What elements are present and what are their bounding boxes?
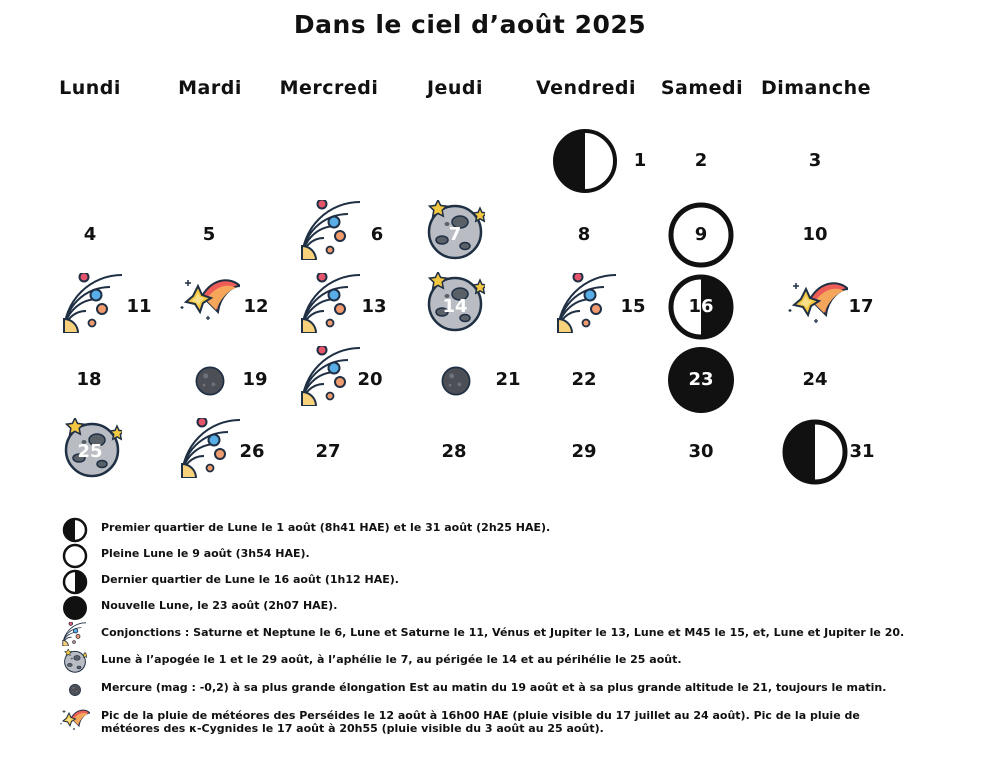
legend-full-moon xyxy=(60,542,960,568)
conjunction-icon xyxy=(300,200,360,260)
day-25: 25 xyxy=(77,441,103,462)
legend-meteors xyxy=(60,704,960,738)
page-title: Dans le ciel d’août 2025 xyxy=(293,10,647,39)
day-26: 26 xyxy=(239,441,265,462)
new-moon-icon xyxy=(60,593,90,623)
day-13: 13 xyxy=(361,296,387,317)
day-29: 29 xyxy=(571,441,597,462)
weekday-friday: Vendredi xyxy=(535,77,637,99)
mercury-icon xyxy=(193,364,227,398)
day-10: 10 xyxy=(802,224,828,245)
weekday-thursday: Jeudi xyxy=(426,77,484,99)
day-14: 14 xyxy=(442,296,468,317)
day-2: 2 xyxy=(694,150,708,171)
meteor-icon xyxy=(60,706,90,736)
weekday-saturday: Samedi xyxy=(660,77,744,99)
weekday-tuesday: Mardi xyxy=(178,77,242,99)
day-16-digit-left: 1 xyxy=(688,296,701,317)
day-16 xyxy=(679,296,723,318)
day-23: 23 xyxy=(688,369,714,390)
mercury-icon xyxy=(439,364,473,398)
day-15: 15 xyxy=(620,296,646,317)
day-11: 11 xyxy=(126,296,152,317)
conjunction-icon xyxy=(556,273,616,333)
day-5: 5 xyxy=(202,224,216,245)
legend-conjunctions xyxy=(60,621,960,647)
day-7: 7 xyxy=(448,224,462,245)
day-19: 19 xyxy=(242,369,268,390)
day-30: 30 xyxy=(688,441,714,462)
legend-full-moon-text: Pleine Lune le 9 août (3h54 HAE). xyxy=(101,547,310,560)
legend-new-moon-text: Nouvelle Lune, le 23 août (2h07 HAE). xyxy=(101,599,338,612)
day-31: 31 xyxy=(849,441,875,462)
day-21: 21 xyxy=(495,369,521,390)
moon-distance-icon xyxy=(63,649,87,673)
weekday-monday: Lundi xyxy=(59,77,121,99)
meteor-icon xyxy=(180,272,240,332)
day-4: 4 xyxy=(83,224,97,245)
day-12: 12 xyxy=(243,296,269,317)
legend-first-quarter xyxy=(60,516,960,542)
legend-mercury xyxy=(60,676,960,702)
conjunction-icon xyxy=(62,273,122,333)
day-27: 27 xyxy=(315,441,341,462)
day-17: 17 xyxy=(848,296,874,317)
conjunction-icon xyxy=(300,273,360,333)
day-6: 6 xyxy=(370,224,384,245)
legend-conjunctions-text: Conjonctions : Saturne et Neptune le 6, Lune et Saturne le 11, Vénus et Jupiter le 13, Lune et M45 le 15, et, Lune et Jupiter le 20. xyxy=(101,626,905,639)
legend-new-moon xyxy=(60,594,960,620)
legend-moon-distance xyxy=(60,648,960,674)
first-quarter-moon-icon xyxy=(781,418,849,486)
day-3: 3 xyxy=(808,150,822,171)
day-8: 8 xyxy=(577,224,591,245)
weekday-sunday: Dimanche xyxy=(760,77,872,99)
day-18: 18 xyxy=(76,369,102,390)
mercury-icon xyxy=(68,683,82,697)
conjunction-icon xyxy=(62,622,86,646)
first-quarter-moon-icon xyxy=(552,128,618,194)
legend-last-quarter xyxy=(60,568,960,594)
legend-last-quarter-text: Dernier quartier de Lune le 16 août (1h12 HAE). xyxy=(101,573,399,586)
weekday-wednesday: Mercredi xyxy=(279,77,379,99)
legend-first-quarter-text: Premier quartier de Lune le 1 août (8h41 HAE) et le 31 août (2h25 HAE). xyxy=(101,521,551,534)
day-9: 9 xyxy=(694,224,708,245)
day-1: 1 xyxy=(633,150,647,171)
legend-meteors-text: Pic de la pluie de météores des Perséides le 12 août à 16h00 HAE (pluie visible du 17 juillet au 24 août). Pic de la pluie de météores des κ-Cygnides le 17 août à 20h55 (pluie visible du 3 août au 25 août). xyxy=(101,709,860,735)
day-24: 24 xyxy=(802,369,828,390)
day-16-digit-right: 6 xyxy=(701,296,714,317)
legend-mercury-text: Mercure (mag : -0,2) à sa plus grande élongation Est au matin du 19 août et à sa plus grande altitude le 21, toujours le matin. xyxy=(101,681,887,694)
legend-moon-distance-text: Lune à l’apogée le 1 et le 29 août, à l’aphélie le 7, au périgée le 14 et au périhélie le 25 août. xyxy=(101,653,682,666)
day-28: 28 xyxy=(441,441,467,462)
day-20: 20 xyxy=(357,369,383,390)
day-22: 22 xyxy=(571,369,597,390)
